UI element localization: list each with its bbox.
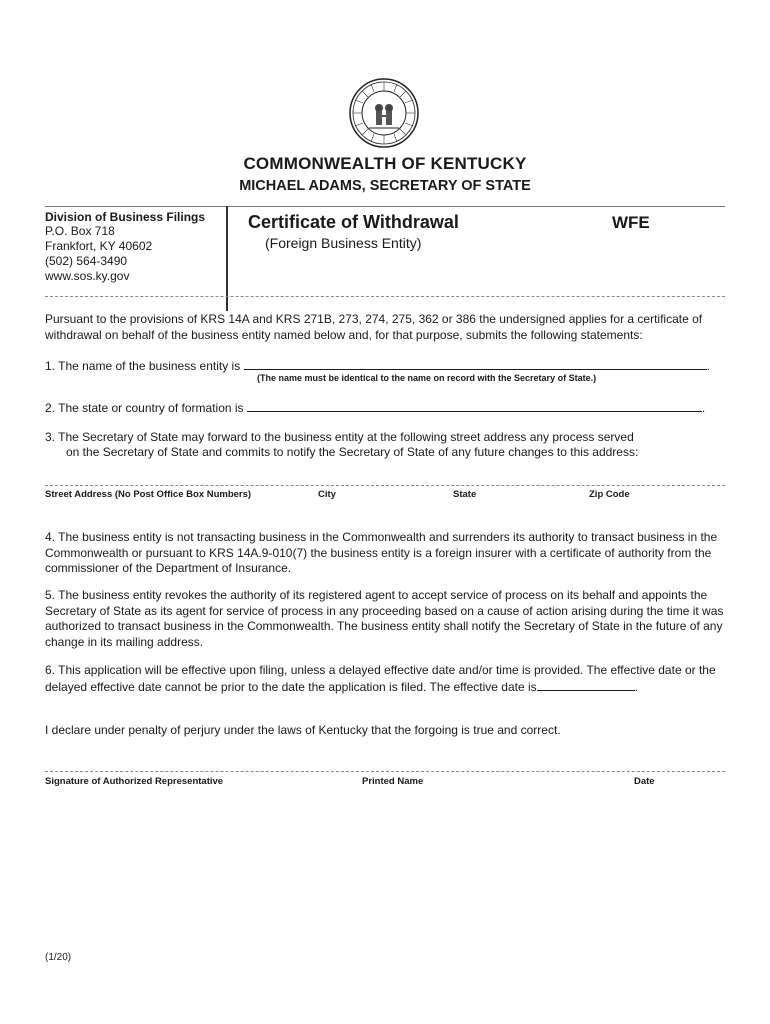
item-2-label: 2. The state or country of formation is (45, 401, 244, 415)
item-6-text: 6. This application will be effective upon filing, unless a delayed effective date and/or time is provided. The effective date or the delayed effective date cannot be prior to the date the application is filed. The effective date is (45, 663, 716, 694)
address-line: P.O. Box 718 (45, 224, 115, 238)
item-1-label: 1. The name of the business entity is (45, 359, 241, 373)
entity-name-field[interactable] (244, 358, 707, 370)
address-line: Frankfort, KY 40602 (45, 239, 153, 253)
item-3-line-2: on the Secretary of State and commits to notify the Secretary of State of any future changes to this address: (66, 445, 639, 459)
top-divider (45, 206, 725, 207)
signature-field[interactable] (45, 771, 725, 772)
item-3-line-1: 3. The Secretary of State may forward to the business entity at the following street address any process served (45, 430, 634, 444)
header-subtitle: MICHAEL ADAMS, SECRETARY OF STATE (239, 178, 531, 194)
form-subtitle: (Foreign Business Entity) (265, 235, 422, 251)
item-6: 6. This application will be effective upon filing, unless a delayed effective date and/or time is provided. The effective date or the delayed effective date cannot be prior to the date the application is filed. The effective date is . (45, 663, 716, 694)
item-2: 2. The state or country of formation is . (45, 401, 706, 415)
address-line: (502) 564-3490 (45, 254, 128, 268)
kentucky-seal-icon (349, 78, 419, 148)
effective-date-field[interactable] (537, 679, 635, 691)
revision-date: (1/20) (45, 952, 72, 963)
form-title: Certificate of Withdrawal (248, 212, 459, 232)
declaration: I declare under penalty of perjury under the laws of Kentucky that the forgoing is true and correct. (45, 723, 561, 737)
division-title: Division of Business Filings (45, 210, 206, 224)
item-1: 1. The name of the business entity is . (45, 359, 710, 373)
header-bottom-divider (45, 296, 725, 297)
address-field[interactable] (45, 485, 725, 486)
header-title: COMMONWEALTH OF KENTUCKY (243, 154, 527, 173)
signature-label: Signature of Authorized Representative (45, 776, 224, 787)
printed-name-label: Printed Name (362, 776, 424, 787)
office-address (45, 224, 152, 284)
date-label: Date (634, 776, 655, 787)
form-code: WFE (612, 213, 650, 232)
state-of-formation-field[interactable] (247, 400, 702, 412)
intro-paragraph: Pursuant to the provisions of KRS 14A and KRS 271B, 273, 274, 275, 362 or 386 the undersigned applies for a certificate of withdrawal on behalf of the business entity named below and, for that purpose, submits the following statements: (45, 312, 703, 342)
item-5: 5. The business entity revokes the authority of its registered agent to accept service of process on its behalf and appoints the Secretary of State as its agent for service of process in any proceeding based on a cause of action arising during the time it was authorized to transact business in the Commonwealth. The business entity shall notify the Secretary of State in the future of any change in its mailing address. (45, 588, 724, 649)
item-4: 4. The business entity is not transacting business in the Commonwealth and surrenders its authority to transact business in the Commonwealth or pursuant to KRS 14A.9-010(7) the business entity is a foreign insurer with a certificate of authority from the commissioner of the Department of Insurance. (45, 530, 718, 576)
website-link[interactable]: www.sos.ky.gov (45, 269, 130, 283)
city-label: City (318, 489, 336, 500)
state-label: State (453, 489, 477, 500)
item-1-note: (The name must be identical to the name on record with the Secretary of State.) (257, 373, 597, 383)
street-address-label: Street Address (No Post Office Box Numbers) (45, 489, 252, 500)
zip-code-label: Zip Code (589, 489, 630, 500)
